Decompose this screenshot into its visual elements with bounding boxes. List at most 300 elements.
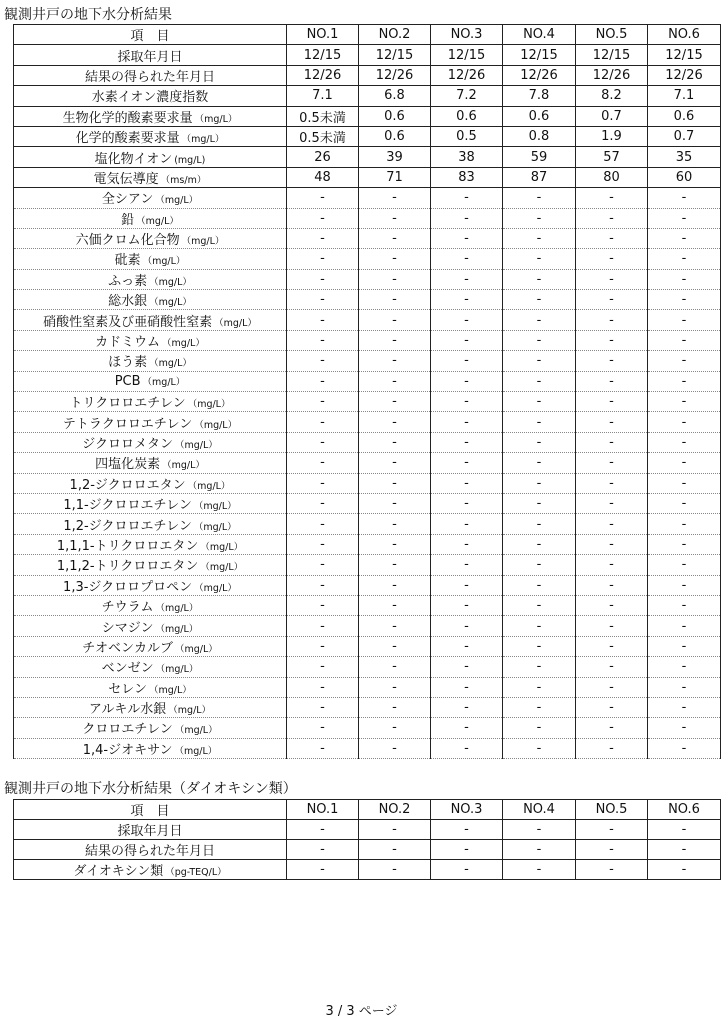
table-row xyxy=(14,65,721,85)
row-unit: （mg/L） xyxy=(214,317,257,329)
value-cell: - xyxy=(359,371,431,391)
value-cell: - xyxy=(431,657,503,677)
value-cell: - xyxy=(287,290,359,310)
value-cell: - xyxy=(359,269,431,289)
row-label-cell xyxy=(14,126,287,146)
value-cell: - xyxy=(648,310,721,330)
value-cell: 35 xyxy=(648,147,721,167)
value-cell: - xyxy=(576,657,648,677)
row-label: 1,4-ジオキサン xyxy=(82,742,173,758)
row-label: 硝酸性窒素及び亜硝酸性窒素 xyxy=(43,314,213,330)
value-cell: - xyxy=(576,595,648,615)
row-label-cell xyxy=(14,473,287,493)
value-cell: - xyxy=(648,575,721,595)
table-row xyxy=(14,249,721,269)
row-label-cell xyxy=(14,351,287,371)
row-label: 四塩化炭素 xyxy=(95,457,161,473)
value-cell: 7.1 xyxy=(648,86,721,106)
row-label-cell xyxy=(14,514,287,534)
value-cell: - xyxy=(648,718,721,738)
value-cell: - xyxy=(503,208,576,228)
row-label-cell xyxy=(14,820,287,840)
value-cell: - xyxy=(431,208,503,228)
value-cell: - xyxy=(359,718,431,738)
row-label-cell xyxy=(14,534,287,554)
table-row xyxy=(14,657,721,677)
table-row xyxy=(14,126,721,146)
value-cell: - xyxy=(503,453,576,473)
value-cell: - xyxy=(576,697,648,717)
table-row xyxy=(14,575,721,595)
row-unit: （mg/L） xyxy=(174,745,218,757)
value-cell: - xyxy=(648,371,721,391)
value-cell: - xyxy=(648,208,721,228)
table-row xyxy=(14,310,721,330)
value-cell: 12/15 xyxy=(287,45,359,65)
row-label: 採取年月日 xyxy=(117,824,183,839)
value-cell: - xyxy=(359,290,431,310)
row-label-cell xyxy=(14,493,287,513)
value-cell: 12/15 xyxy=(359,45,431,65)
row-label: チオベンカルブ xyxy=(82,640,173,656)
header-item-label: 項 目 xyxy=(14,25,287,45)
value-cell: - xyxy=(576,371,648,391)
value-cell: - xyxy=(503,228,576,248)
value-cell: - xyxy=(287,555,359,575)
value-cell: 0.5 xyxy=(431,126,503,146)
value-cell: - xyxy=(287,412,359,432)
value-cell: - xyxy=(359,595,431,615)
row-label: テトラクロロエチレン xyxy=(62,416,193,432)
value-cell: - xyxy=(648,677,721,697)
row-label-cell xyxy=(14,330,287,350)
value-cell: - xyxy=(359,514,431,534)
row-unit: （mg/L） xyxy=(194,419,238,431)
row-label-cell xyxy=(14,371,287,391)
value-cell: 0.7 xyxy=(648,126,721,146)
value-cell: - xyxy=(648,820,721,840)
value-cell: 12/15 xyxy=(648,45,721,65)
row-unit: （mg/L） xyxy=(155,623,199,635)
value-cell: - xyxy=(359,575,431,595)
value-cell: 12/26 xyxy=(503,65,576,85)
value-cell: - xyxy=(576,840,648,860)
row-unit: （ms/m） xyxy=(160,174,207,186)
value-cell: - xyxy=(503,840,576,860)
row-label: 砒素 xyxy=(114,253,141,269)
value-cell: - xyxy=(287,860,359,880)
row-unit: （mg/L） xyxy=(155,664,199,676)
value-cell: - xyxy=(359,392,431,412)
value-cell: - xyxy=(576,351,648,371)
row-unit: （mg/L） xyxy=(149,276,192,288)
value-cell: - xyxy=(359,534,431,554)
value-cell: - xyxy=(431,718,503,738)
row-label-cell xyxy=(14,677,287,697)
header-item-label: 項 目 xyxy=(14,800,287,820)
value-cell: 0.8 xyxy=(503,126,576,146)
value-cell: - xyxy=(576,820,648,840)
value-cell: - xyxy=(503,697,576,717)
value-cell: - xyxy=(431,840,503,860)
row-unit: （mg/L） xyxy=(181,134,225,146)
header-row xyxy=(14,800,721,820)
value-cell: 8.2 xyxy=(576,86,648,106)
value-cell: 12/15 xyxy=(503,45,576,65)
value-cell: - xyxy=(503,371,576,391)
value-cell: 7.2 xyxy=(431,86,503,106)
value-cell: - xyxy=(648,860,721,880)
value-cell: - xyxy=(287,616,359,636)
value-cell: - xyxy=(576,310,648,330)
value-cell: - xyxy=(287,432,359,452)
value-cell: - xyxy=(359,820,431,840)
column-header: NO.3 xyxy=(431,25,503,45)
value-cell: - xyxy=(359,840,431,860)
value-cell: - xyxy=(503,534,576,554)
value-cell: - xyxy=(648,493,721,513)
value-cell: - xyxy=(359,657,431,677)
value-cell: - xyxy=(503,616,576,636)
value-cell: - xyxy=(287,351,359,371)
groundwater-analysis-table xyxy=(13,24,721,759)
row-label: 電気伝導度 xyxy=(93,171,159,187)
value-cell: 83 xyxy=(431,167,503,187)
value-cell: 0.6 xyxy=(648,106,721,126)
row-label-cell xyxy=(14,167,287,187)
value-cell: - xyxy=(648,473,721,493)
value-cell: - xyxy=(576,738,648,758)
row-label: 生物化学的酸素要求量 xyxy=(62,110,193,126)
value-cell: - xyxy=(648,534,721,554)
column-header: NO.1 xyxy=(287,25,359,45)
value-cell: - xyxy=(431,473,503,493)
value-cell: - xyxy=(287,840,359,860)
value-cell: - xyxy=(576,188,648,208)
row-unit: （mg/L） xyxy=(136,215,179,227)
value-cell: 0.5未満 xyxy=(287,106,359,126)
table1-title: 観測井戸の地下水分析結果 xyxy=(4,7,172,23)
row-label-cell xyxy=(14,657,287,677)
table-row xyxy=(14,432,721,452)
value-cell: - xyxy=(431,371,503,391)
row-unit: （mg/L） xyxy=(187,480,231,492)
row-label-cell xyxy=(14,738,287,758)
value-cell: - xyxy=(503,657,576,677)
row-label: シマジン xyxy=(101,620,154,636)
row-label: ほう素 xyxy=(108,355,148,371)
value-cell: - xyxy=(431,188,503,208)
row-unit: (mg/L) xyxy=(174,154,206,166)
row-unit: （mg/L） xyxy=(155,603,199,615)
value-cell: 60 xyxy=(648,167,721,187)
value-cell: - xyxy=(648,514,721,534)
row-unit: （mg/L） xyxy=(149,358,192,370)
value-cell: 7.1 xyxy=(287,86,359,106)
row-unit: （mg/L） xyxy=(148,684,192,696)
value-cell: - xyxy=(576,860,648,880)
row-unit: （mg/L） xyxy=(162,460,205,472)
value-cell: - xyxy=(576,269,648,289)
table-row xyxy=(14,514,721,534)
value-cell: - xyxy=(359,697,431,717)
row-label: 全シアン xyxy=(101,192,154,208)
value-cell: - xyxy=(287,310,359,330)
dioxin-analysis-table xyxy=(13,799,721,880)
row-label: ダイオキシン類 xyxy=(73,864,164,879)
value-cell: - xyxy=(576,330,648,350)
value-cell: 12/26 xyxy=(648,65,721,85)
value-cell: - xyxy=(287,269,359,289)
value-cell: - xyxy=(431,514,503,534)
value-cell: - xyxy=(503,249,576,269)
value-cell: - xyxy=(503,412,576,432)
value-cell: - xyxy=(359,208,431,228)
value-cell: - xyxy=(359,677,431,697)
value-cell: - xyxy=(648,392,721,412)
value-cell: - xyxy=(576,392,648,412)
value-cell: 0.6 xyxy=(359,126,431,146)
value-cell: - xyxy=(648,595,721,615)
value-cell: - xyxy=(503,575,576,595)
page-number: 3 / 3 ページ xyxy=(325,1004,398,1019)
row-unit: （mg/L） xyxy=(142,376,186,388)
table-row xyxy=(14,188,721,208)
value-cell: - xyxy=(359,453,431,473)
row-label-cell xyxy=(14,575,287,595)
table-row xyxy=(14,473,721,493)
value-cell: - xyxy=(503,493,576,513)
row-unit: （mg/L） xyxy=(181,236,225,248)
row-label: 1,2-ジクロロエタン xyxy=(69,477,186,493)
table-row xyxy=(14,167,721,187)
value-cell: - xyxy=(287,330,359,350)
value-cell: - xyxy=(287,514,359,534)
value-cell: - xyxy=(503,269,576,289)
row-unit: （mg/L） xyxy=(142,256,186,268)
value-cell: - xyxy=(648,269,721,289)
value-cell: - xyxy=(503,290,576,310)
value-cell: - xyxy=(431,534,503,554)
value-cell: - xyxy=(287,738,359,758)
value-cell: - xyxy=(359,636,431,656)
table-row xyxy=(14,595,721,615)
row-label: 結果の得られた年月日 xyxy=(84,69,215,85)
value-cell: 80 xyxy=(576,167,648,187)
value-cell: - xyxy=(287,820,359,840)
value-cell: 26 xyxy=(287,147,359,167)
value-cell: - xyxy=(359,860,431,880)
row-label-cell xyxy=(14,392,287,412)
value-cell: - xyxy=(576,677,648,697)
row-label-cell xyxy=(14,860,287,880)
row-label: 1,1,1-トリクロロエタン xyxy=(56,538,199,554)
value-cell: 12/26 xyxy=(576,65,648,85)
row-label-cell xyxy=(14,86,287,106)
value-cell: - xyxy=(503,310,576,330)
column-header: NO.6 xyxy=(648,25,721,45)
value-cell: 12/26 xyxy=(287,65,359,85)
row-label-cell xyxy=(14,65,287,85)
value-cell: 39 xyxy=(359,147,431,167)
value-cell: - xyxy=(648,616,721,636)
value-cell: - xyxy=(503,820,576,840)
column-header: NO.1 xyxy=(287,800,359,820)
value-cell: - xyxy=(359,616,431,636)
value-cell: - xyxy=(287,697,359,717)
value-cell: - xyxy=(648,330,721,350)
row-label: 採取年月日 xyxy=(117,49,183,65)
value-cell: - xyxy=(287,208,359,228)
value-cell: - xyxy=(576,208,648,228)
value-cell: - xyxy=(287,575,359,595)
table-row xyxy=(14,269,721,289)
row-label: 塩化物イオン xyxy=(94,151,173,167)
column-header: NO.2 xyxy=(359,800,431,820)
row-unit: （mg/L） xyxy=(193,521,237,533)
column-header: NO.5 xyxy=(576,25,648,45)
table-row xyxy=(14,697,721,717)
row-label: カドミウム xyxy=(95,335,161,351)
value-cell: - xyxy=(359,249,431,269)
value-cell: - xyxy=(359,555,431,575)
row-label-cell xyxy=(14,310,287,330)
value-cell: - xyxy=(431,228,503,248)
row-label-cell xyxy=(14,718,287,738)
value-cell: 71 xyxy=(359,167,431,187)
table-row xyxy=(14,453,721,473)
value-cell: - xyxy=(576,555,648,575)
value-cell: - xyxy=(431,453,503,473)
value-cell: 12/15 xyxy=(431,45,503,65)
value-cell: - xyxy=(503,718,576,738)
value-cell: 7.8 xyxy=(503,86,576,106)
row-label: 六価クロム化合物 xyxy=(75,233,180,249)
row-label: ジクロロメタン xyxy=(82,437,173,452)
value-cell: - xyxy=(287,657,359,677)
table-row xyxy=(14,290,721,310)
row-unit: （mg/L） xyxy=(174,725,218,737)
value-cell: - xyxy=(431,636,503,656)
row-label-cell xyxy=(14,45,287,65)
row-label: クロロエチレン xyxy=(82,722,173,738)
value-cell: - xyxy=(287,453,359,473)
value-cell: - xyxy=(648,249,721,269)
table-row xyxy=(14,330,721,350)
value-cell: - xyxy=(287,188,359,208)
row-label: 1,1,2-トリクロロエタン xyxy=(56,559,199,575)
value-cell: - xyxy=(648,453,721,473)
value-cell: 87 xyxy=(503,167,576,187)
row-unit: （mg/L） xyxy=(155,195,199,207)
value-cell: 0.7 xyxy=(576,106,648,126)
value-cell: - xyxy=(431,616,503,636)
value-cell: - xyxy=(576,473,648,493)
value-cell: - xyxy=(431,738,503,758)
value-cell: 1.9 xyxy=(576,126,648,146)
row-label: PCB xyxy=(114,373,141,389)
value-cell: - xyxy=(503,351,576,371)
value-cell: 48 xyxy=(287,167,359,187)
row-unit: （pg-TEQ/L） xyxy=(165,867,227,878)
value-cell: - xyxy=(287,228,359,248)
row-unit: （mg/L） xyxy=(200,562,244,574)
value-cell: 12/15 xyxy=(576,45,648,65)
table-row xyxy=(14,86,721,106)
value-cell: - xyxy=(503,595,576,615)
table-row xyxy=(14,208,721,228)
row-unit: （mg/L） xyxy=(168,705,212,717)
value-cell: - xyxy=(503,392,576,412)
row-label-cell xyxy=(14,432,287,452)
table-row xyxy=(14,351,721,371)
value-cell: - xyxy=(287,473,359,493)
value-cell: - xyxy=(287,493,359,513)
value-cell: - xyxy=(431,432,503,452)
row-label-cell xyxy=(14,269,287,289)
value-cell: - xyxy=(648,351,721,371)
row-label: ベンゼン xyxy=(101,661,154,677)
table-row xyxy=(14,534,721,554)
value-cell: - xyxy=(431,269,503,289)
row-label-cell xyxy=(14,595,287,615)
value-cell: - xyxy=(576,616,648,636)
value-cell: - xyxy=(287,534,359,554)
value-cell: 38 xyxy=(431,147,503,167)
row-label: 水素イオン濃度指数 xyxy=(91,90,209,106)
column-header: NO.4 xyxy=(503,25,576,45)
row-unit: （mg/L） xyxy=(174,643,218,655)
column-header: NO.3 xyxy=(431,800,503,820)
value-cell: 12/26 xyxy=(359,65,431,85)
value-cell: - xyxy=(431,555,503,575)
value-cell: - xyxy=(431,575,503,595)
value-cell: - xyxy=(359,228,431,248)
value-cell: - xyxy=(576,718,648,738)
value-cell: 12/26 xyxy=(431,65,503,85)
value-cell: - xyxy=(648,188,721,208)
value-cell: - xyxy=(648,697,721,717)
value-cell: - xyxy=(431,820,503,840)
row-unit: （mg/L） xyxy=(194,113,238,125)
row-unit: （mg/L） xyxy=(149,297,192,309)
value-cell: - xyxy=(431,330,503,350)
value-cell: 0.6 xyxy=(503,106,576,126)
value-cell: - xyxy=(503,555,576,575)
row-label: セレン xyxy=(108,681,147,697)
row-label-cell xyxy=(14,555,287,575)
value-cell: - xyxy=(503,636,576,656)
value-cell: - xyxy=(648,657,721,677)
table-row xyxy=(14,45,721,65)
value-cell: - xyxy=(431,392,503,412)
column-header: NO.5 xyxy=(576,800,648,820)
value-cell: - xyxy=(431,493,503,513)
value-cell: - xyxy=(431,860,503,880)
row-unit: （mg/L） xyxy=(187,399,231,411)
row-unit: （mg/L） xyxy=(200,541,244,553)
value-cell: - xyxy=(503,432,576,452)
value-cell: - xyxy=(503,860,576,880)
value-cell: - xyxy=(503,738,576,758)
value-cell: - xyxy=(576,514,648,534)
column-header: NO.6 xyxy=(648,800,721,820)
value-cell: 6.8 xyxy=(359,86,431,106)
row-label-cell xyxy=(14,188,287,208)
value-cell: - xyxy=(576,412,648,432)
value-cell: - xyxy=(503,330,576,350)
header-row xyxy=(14,25,721,45)
